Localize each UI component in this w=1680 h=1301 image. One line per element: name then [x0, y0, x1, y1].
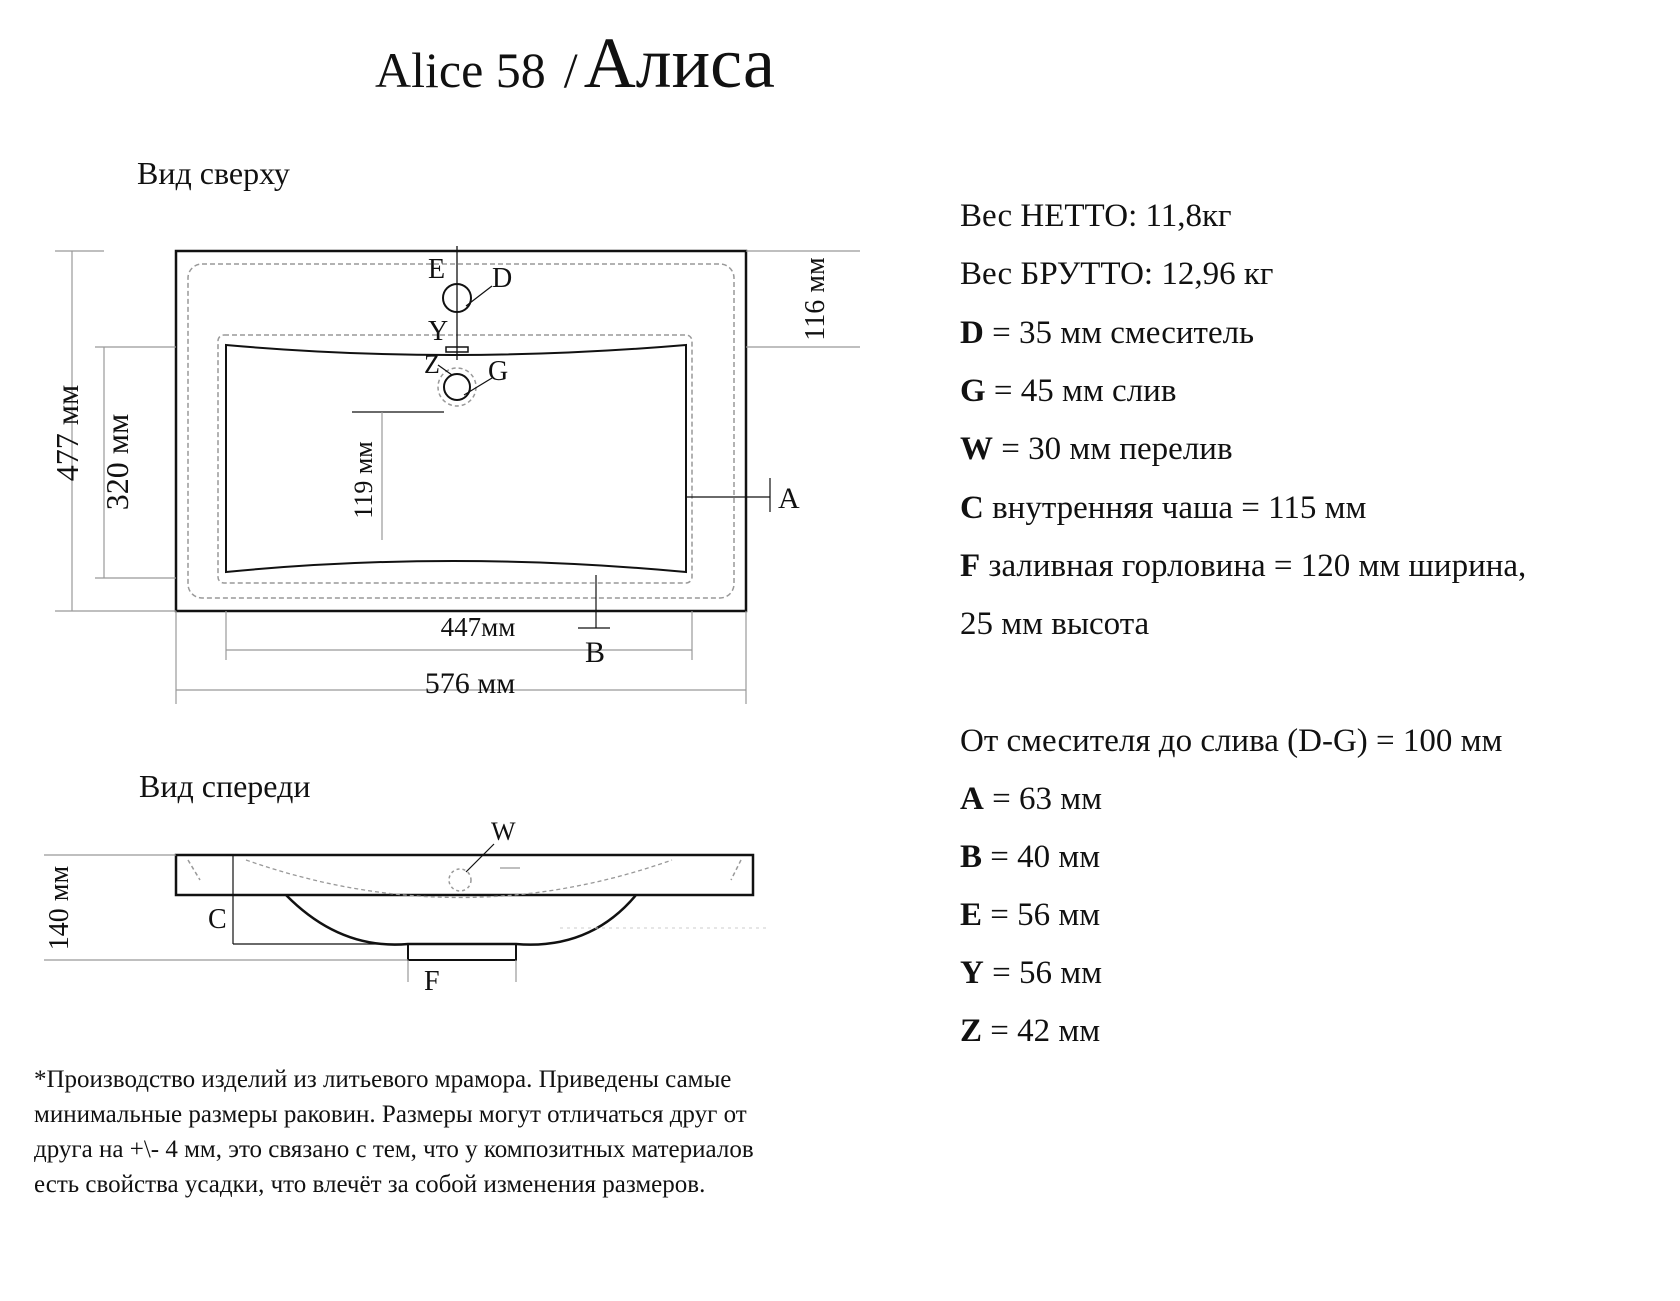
- front-bowl-dashed: [246, 860, 672, 898]
- spec-key: W: [960, 431, 993, 467]
- spec-key: Z: [960, 1013, 983, 1049]
- drain-neck: [408, 944, 516, 960]
- spec-key: B: [960, 839, 983, 875]
- spec-mixer-to-drain: От смесителя до слива (D-G) = 100 мм: [960, 723, 1503, 759]
- marker-f: F: [424, 966, 440, 997]
- spec-key: G: [960, 373, 986, 409]
- spec-f-continued: 25 мм высота: [960, 606, 1150, 642]
- footnote-line: минимальные размеры раковин. Размеры могут отличаться друг от: [34, 1101, 747, 1128]
- bowl-dashed: [218, 335, 692, 583]
- marker-c: C: [208, 904, 227, 935]
- bowl-shape: [226, 345, 686, 572]
- marker-d: D: [492, 263, 513, 294]
- marker-y: Y: [428, 316, 449, 347]
- rim-dashed: [188, 264, 734, 598]
- spec-text: = 40 мм: [982, 839, 1101, 875]
- dim-height: 140 мм: [44, 865, 75, 951]
- marker-g: G: [488, 356, 509, 387]
- footnote-line: друга на +\- 4 мм, это связано с тем, что у композитных материалов: [34, 1136, 754, 1163]
- spec-w: [960, 431, 1233, 468]
- front-bowl: [286, 895, 636, 945]
- sink-outline: [176, 251, 746, 611]
- spec-weight-gross: Вес БРУТТО: 12,96 кг: [960, 256, 1274, 292]
- footnote-line: *Производство изделий из литьевого мрамора. Приведены самые: [34, 1066, 732, 1093]
- top-view-label: Вид сверху: [137, 155, 290, 191]
- spec-text: = 35 мм смеситель: [983, 315, 1255, 351]
- spec-text: заливная горловина = 120 мм ширина,: [980, 548, 1527, 584]
- leader-w: [466, 844, 494, 872]
- marker-e: E: [428, 254, 446, 285]
- marker-w: W: [491, 817, 516, 846]
- dim-width-total: 576 мм: [424, 667, 516, 700]
- marker-b: B: [585, 636, 606, 669]
- title-slash: /: [563, 42, 578, 98]
- spec-key: C: [960, 490, 984, 526]
- footnote: [34, 1062, 914, 1202]
- spec-key: F: [960, 548, 981, 584]
- spec-a: [960, 781, 1102, 818]
- spec-text: = 42 мм: [982, 1013, 1101, 1049]
- spec-g: [960, 373, 1176, 410]
- spec-key: Y: [960, 955, 984, 991]
- spec-text: = 63 мм: [983, 781, 1102, 817]
- dim-depth-inner: 320 мм: [99, 413, 135, 511]
- spec-key: D: [960, 315, 984, 351]
- dim-bowl-offset: 119 мм: [349, 441, 378, 519]
- spec-key: A: [960, 781, 984, 817]
- spec-d: [960, 315, 1254, 352]
- spec-y: [960, 955, 1102, 992]
- spec-text: = 56 мм: [982, 897, 1101, 933]
- marker-z: Z: [424, 350, 440, 379]
- spec-weight-net: Вес НЕТТО: 11,8кг: [960, 198, 1232, 234]
- top-view-drawing: [0, 0, 960, 1000]
- spec-b: [960, 839, 1100, 876]
- front-outline: [176, 855, 753, 895]
- spec-text: = 56 мм: [983, 955, 1102, 991]
- spec-text: = 45 мм слив: [985, 373, 1177, 409]
- dim-right-offset: 116 мм: [800, 257, 831, 341]
- spec-text: = 30 мм перелив: [993, 431, 1233, 467]
- dim-bowl-width: 447мм: [440, 612, 516, 642]
- spec-key: E: [960, 897, 983, 933]
- spec-c: [960, 490, 1366, 527]
- leader-z: [438, 365, 452, 375]
- spec-text: внутренняя чаша = 115 мм: [983, 490, 1367, 526]
- marker-a: A: [778, 482, 800, 515]
- overflow-hole: [449, 869, 471, 891]
- dim-depth-total: 477 мм: [49, 384, 85, 482]
- front-view-label: Вид спереди: [139, 768, 311, 804]
- spec-z: [960, 1013, 1100, 1050]
- drain-hole: [444, 374, 470, 400]
- footnote-line: есть свойства усадки, что влечёт за собой изменения размеров.: [34, 1171, 706, 1198]
- title-cyrillic: Алиса: [583, 23, 775, 103]
- spec-e: [960, 897, 1100, 934]
- title-latin: Alice 58: [375, 42, 546, 98]
- spec-f: [960, 548, 1526, 585]
